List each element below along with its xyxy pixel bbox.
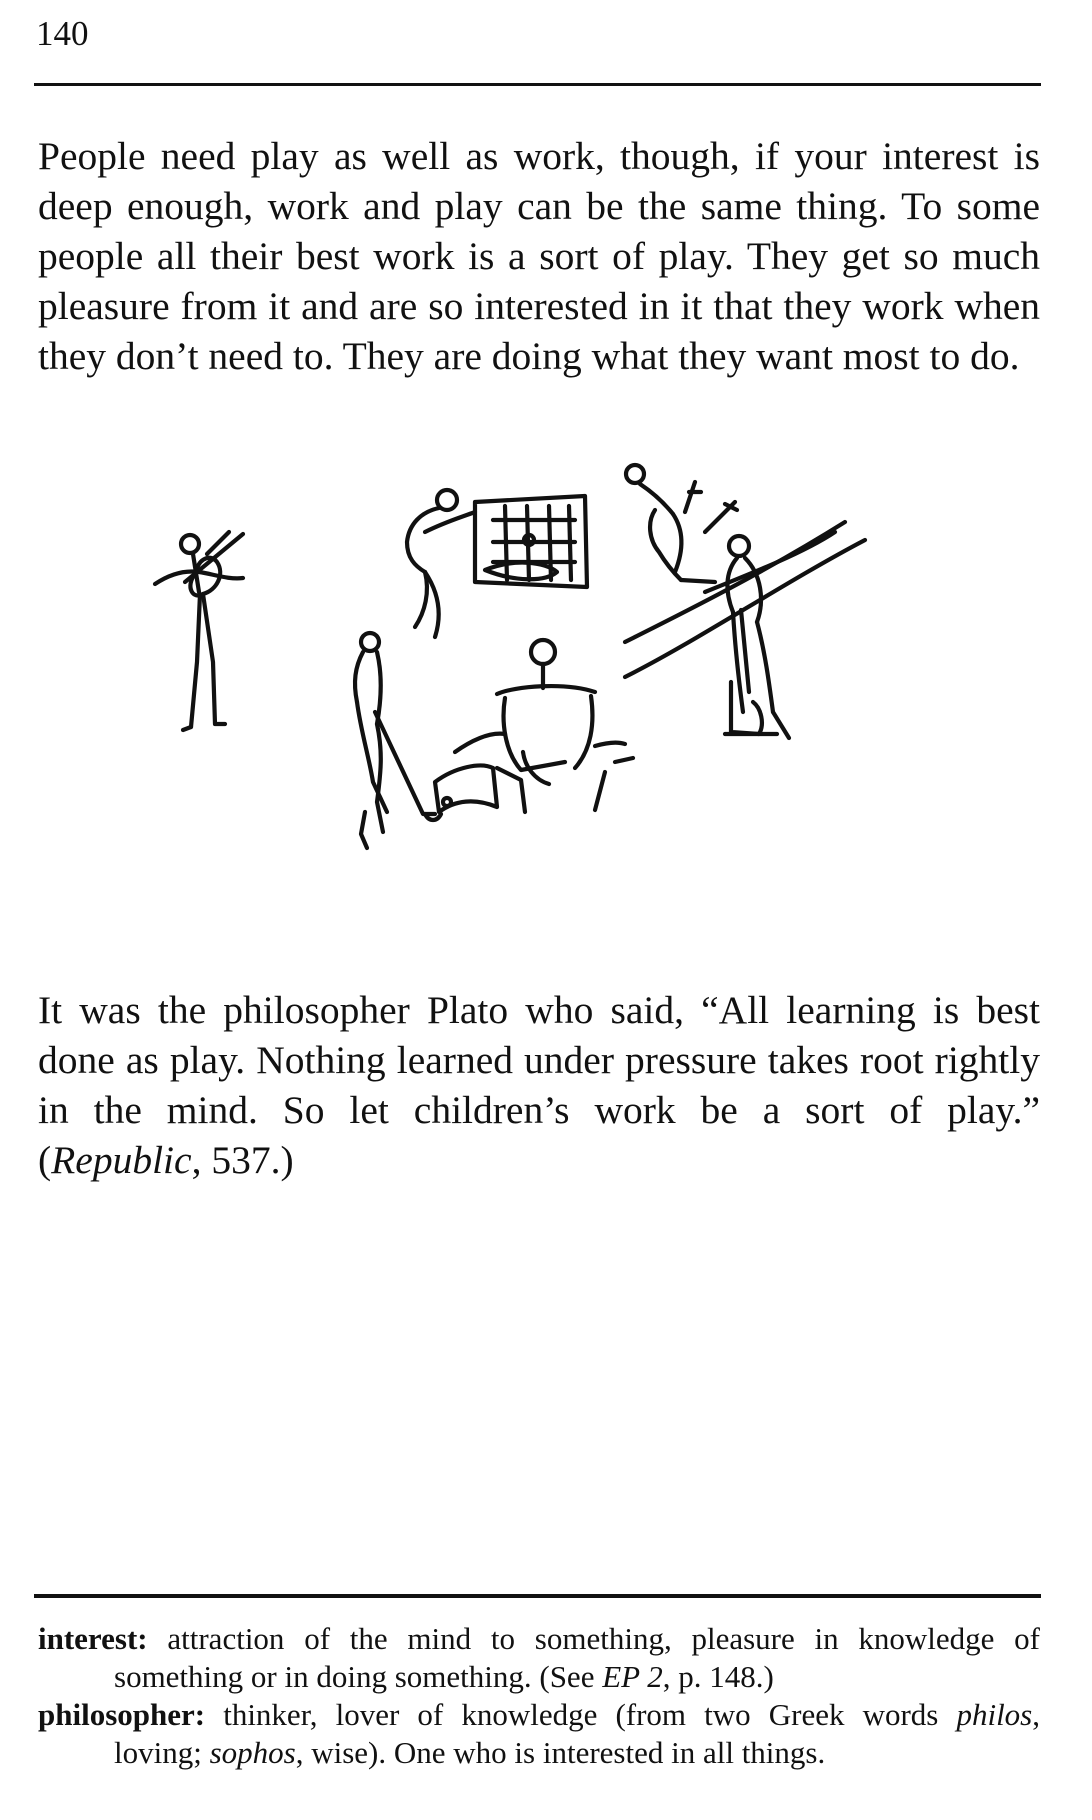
- glossary-definition: attraction of the mind to something, pleasure in knowledge of something or in doing something. (See: [114, 1621, 1040, 1694]
- paragraph-work-and-play: People need play as well as work, though, if your interest is deep enough, work and play can be the same thing. To some people all their best work is a sort of play. They get so much pleasure from it and are so interested in it that they work when they don’t need to. They are doing what they want most to do.: [38, 134, 1040, 378]
- glossary: [38, 1620, 1040, 1772]
- illustration-people-at-play: [125, 462, 945, 942]
- glossary-definition-end: , p. 148.): [662, 1659, 774, 1694]
- glossary-term: interest:: [38, 1621, 148, 1656]
- greek-word-philos: philos: [956, 1697, 1033, 1732]
- citation-open: (: [38, 1138, 52, 1182]
- citation-rest: , 537.): [191, 1138, 294, 1182]
- glossary-definition: thinker, lover of knowledge (from two Greek words: [205, 1697, 957, 1732]
- glossary-definition-middle: , loving;: [114, 1697, 1040, 1770]
- footnote-rule: [34, 1594, 1041, 1598]
- paragraph-plato-quote: [38, 985, 1040, 1185]
- plato-quote-text: It was the philosopher Plato who said, “All learning is best done as play. Nothing learned under pressure takes root rightly in the mind. So let children’s work be a sort of play.”: [38, 988, 1040, 1132]
- greek-word-sophos: sophos: [209, 1735, 296, 1770]
- reader-figure: [435, 640, 633, 812]
- page-number: 140: [36, 14, 89, 53]
- header-rule: [34, 83, 1041, 86]
- stick-figures-drawing: [125, 462, 945, 942]
- golfer-figure: [355, 633, 451, 848]
- citation-title: Republic: [51, 1138, 192, 1182]
- glossary-term: philosopher:: [38, 1697, 206, 1732]
- glossary-entry-interest: [38, 1620, 1040, 1696]
- gardener-figure: [725, 536, 789, 738]
- glossary-reference: EP 2: [602, 1659, 663, 1694]
- violinist-figure: [155, 532, 243, 730]
- glossary-definition-end: , wise). One who is interested in all things.: [295, 1735, 826, 1770]
- artist-figure: [407, 490, 587, 637]
- glossary-entry-philosopher: [38, 1696, 1040, 1772]
